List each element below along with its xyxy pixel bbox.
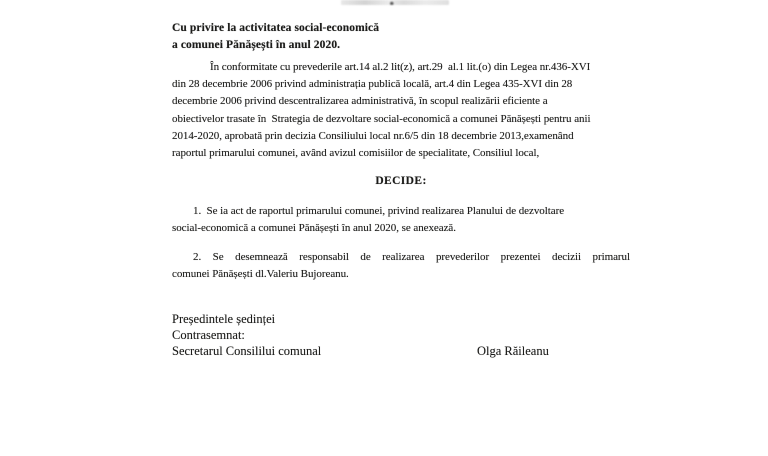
- document-subject: [172, 20, 630, 53]
- item-line: social-economică a comunei Pănășești în anul 2020, se anexează.: [172, 222, 456, 235]
- intro-line: din 28 decembrie 2006 privind administrația publică locală, art.4 din Legea 435-XVI din 28: [172, 78, 573, 91]
- document-body: [172, 0, 630, 456]
- signature-secretary-row: [172, 343, 630, 359]
- signature-block: [172, 311, 630, 359]
- intro-line: decembrie 2006 privind descentralizarea administrativă, în scopul realizării eficiente a: [172, 95, 548, 108]
- intro-paragraph: [172, 59, 630, 162]
- intro-line: 2014-2020, aprobată prin decizia Consiliului local nr.6/5 din 18 decembrie 2013,examenând: [172, 129, 574, 142]
- item-line: comunei Pănășești dl.Valeriu Bujoreanu.: [172, 268, 349, 281]
- decision-item-2: [172, 249, 630, 283]
- subject-line-2: a comunei Pănășești în anul 2020.: [172, 38, 341, 51]
- signature-president-label: Președintele ședinței: [172, 312, 276, 326]
- signature-secretary-name: Olga Răileanu: [477, 344, 549, 358]
- intro-line: obiectivelor trasate în Strategia de dezvoltare social-economică a comunei Pănășești pentru anii: [172, 112, 591, 125]
- item-line: 2. Se desemnează responsabil de realizarea prevederilor prezentei decizii primarul: [193, 251, 630, 263]
- subject-line-1: Cu privire la activitatea social-economică: [172, 22, 380, 34]
- decide-heading: DECIDE:: [375, 175, 427, 187]
- decision-item-1: [172, 203, 630, 237]
- item-line: 1. Se ia act de raportul primarului comunei, privind realizarea Planului de dezvoltare: [193, 205, 565, 217]
- signature-secretary-label: Secretarul Consililui comunal: [172, 344, 322, 358]
- signature-countersigned-label: Contrasemnat:: [172, 328, 245, 342]
- intro-line: raportul primarului comunei, având avizul comisiilor de specialitate, Consiliul local,: [172, 147, 540, 160]
- intro-line: În conformitate cu prevederile art.14 al.2 lit(z), art.29 al.1 lit.(o) din Legea nr.436-XVI: [210, 61, 591, 73]
